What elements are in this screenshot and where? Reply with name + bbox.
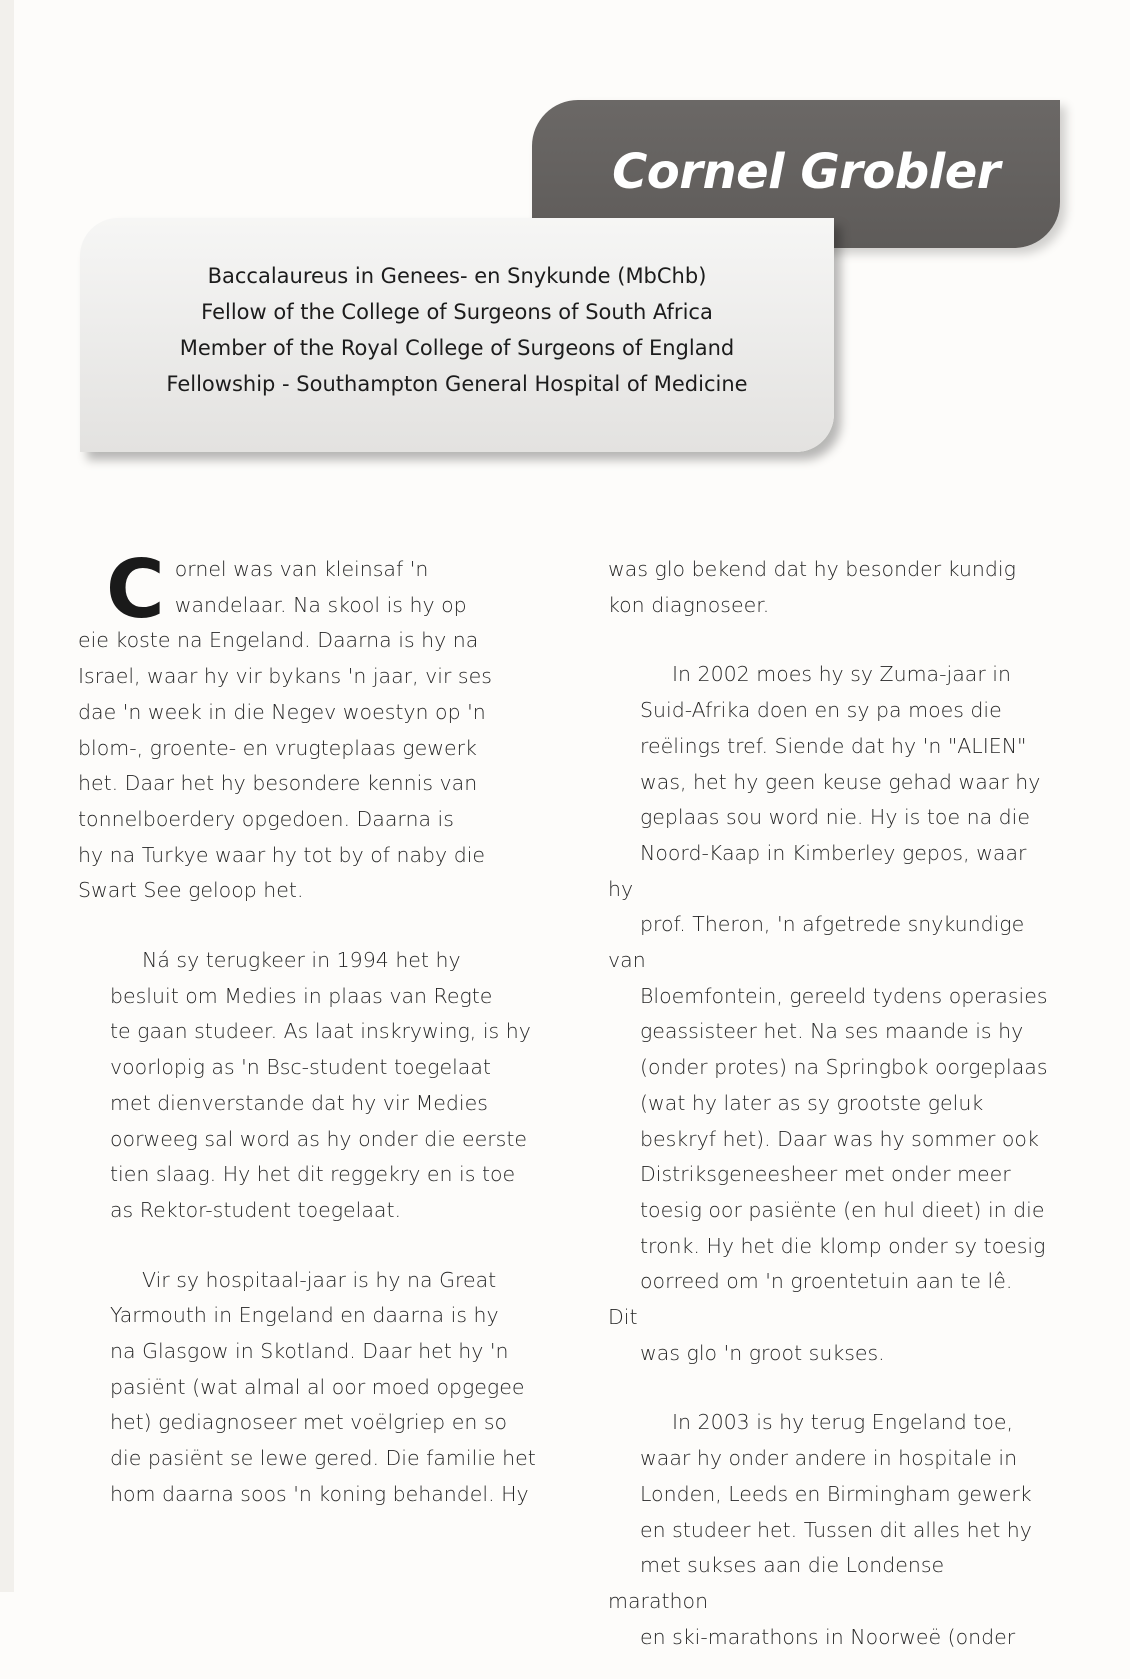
text-line: te gaan studeer. As laat inskrywing, is hy: [110, 1019, 531, 1044]
paragraph: [608, 552, 1048, 623]
left-column: [78, 543, 540, 1537]
text-line: In 2003 is hy terug Engeland toe,: [672, 1410, 1014, 1435]
text-line: In 2002 moes hy sy Zuma-jaar in: [672, 662, 1011, 687]
text-line: waar hy onder andere in hospitale in: [640, 1446, 1018, 1471]
text-line: met sukses aan die Londense marathon: [608, 1553, 945, 1613]
text-line: geplaas sou word nie. Hy is toe na die: [640, 805, 1030, 830]
text-line: pasiënt (wat almal al oor moed opgegee: [110, 1374, 525, 1399]
text-line: Distriksgeneesheer met onder meer: [640, 1162, 1011, 1187]
text-line: was, het hy geen keuse gehad waar hy: [640, 769, 1041, 794]
text-line: Israel, waar hy vir bykans 'n jaar, vir ses: [78, 664, 492, 689]
text-line: reëlings tref. Siende dat hy 'n "ALIEN": [640, 733, 1027, 758]
text-line: ornel was van kleinsaf 'n: [174, 557, 429, 581]
text-line: besluit om Medies in plaas van Regte: [110, 983, 493, 1008]
text-line: na Glasgow in Skotland. Daar het hy 'n: [110, 1339, 509, 1364]
credentials-list: [80, 258, 834, 402]
text-line: Swart See geloop het.: [78, 878, 304, 903]
text-line: Bloemfontein, gereeld tydens operasies: [640, 983, 1048, 1008]
text-line: eie koste na Engeland. Daarna is hy na: [78, 628, 479, 653]
text-line: het) gediagnoseer met voëlgriep en so: [110, 1410, 508, 1435]
credential-line: Baccalaureus in Genees- en Snykunde (MbChb): [207, 264, 707, 288]
text-line: die pasiënt se lewe gered. Die familie het: [110, 1446, 536, 1471]
paragraph: [608, 657, 1048, 1371]
text-line: tien slaag. Hy het dit reggekry en is toe: [110, 1162, 516, 1187]
text-line: Ná sy terugkeer in 1994 het hy: [142, 948, 461, 973]
text-line: dae 'n week in die Negev woestyn op 'n: [78, 699, 486, 724]
paragraph: [608, 1405, 1048, 1655]
text-line: Vir sy hospitaal-jaar is hy na Great: [142, 1267, 497, 1292]
text-line: met dienverstande dat hy vir Medies: [110, 1090, 488, 1115]
text-line: en ski-marathons in Noorweë (onder: [640, 1624, 1016, 1649]
text-line: tonnelboerdery opgedoen. Daarna is: [78, 806, 454, 831]
text-line: beskryf het). Daar was hy sommer ook: [640, 1126, 1039, 1151]
text-line: prof. Theron, 'n afgetrede snykundige van: [608, 912, 1025, 973]
text-line: en studeer het. Tussen dit alles het hy: [640, 1517, 1032, 1542]
text-line: (wat hy later as sy grootste geluk: [640, 1090, 984, 1115]
credential-line: Member of the Royal College of Surgeons of England: [179, 336, 735, 360]
credential-line: Fellowship - Southampton General Hospital of Medicine: [166, 372, 748, 396]
text-line: Suid-Afrika doen en sy pa moes die: [640, 698, 1002, 723]
text-line: Noord-Kaap in Kimberley gepos, waar hy: [608, 840, 1027, 901]
credential-line: Fellow of the College of Surgeons of South Africa: [201, 300, 713, 324]
text-line: kon diagnoseer.: [608, 592, 770, 617]
text-line: geassisteer het. Na ses maande is hy: [640, 1019, 1024, 1044]
text-line: as Rektor-student toegelaat.: [110, 1197, 402, 1222]
text-line: wandelaar. Na skool is hy op: [174, 592, 467, 617]
paragraph: [78, 943, 540, 1229]
text-line: hom daarna soos 'n koning behandel. Hy: [110, 1481, 529, 1506]
text-line: was glo bekend dat hy besonder kundig: [608, 557, 1016, 581]
text-line: hy na Turkye waar hy tot by of naby die: [78, 842, 486, 867]
drop-cap: C: [106, 543, 165, 636]
paragraph: [78, 543, 540, 909]
text-line: oorreed om 'n groentetuin aan te lê. Dit: [608, 1269, 1013, 1330]
text-line: toesig oor pasiënte (en hul dieet) in die: [640, 1197, 1045, 1222]
paragraph: [78, 1263, 540, 1513]
text-line: was glo 'n groot sukses.: [640, 1340, 885, 1365]
text-line: oorweeg sal word as hy onder die eerste: [110, 1126, 528, 1151]
text-line: Londen, Leeds en Birmingham gewerk: [640, 1481, 1032, 1506]
text-line: Yarmouth in Engeland en daarna is hy: [110, 1303, 499, 1328]
credentials-box: [80, 218, 834, 452]
text-line: blom-, groente- en vrugteplaas gewerk: [78, 735, 477, 760]
text-line: voorlopig as 'n Bsc-student toegelaat: [110, 1055, 491, 1080]
page-title: Cornel Grobler: [612, 144, 1000, 200]
text-line: tronk. Hy het die klomp onder sy toesig: [640, 1233, 1046, 1258]
text-line: (onder protes) na Springbok oorgeplaas: [640, 1055, 1048, 1080]
text-line: het. Daar het hy besondere kennis van: [78, 771, 478, 796]
right-column: [608, 552, 1048, 1679]
